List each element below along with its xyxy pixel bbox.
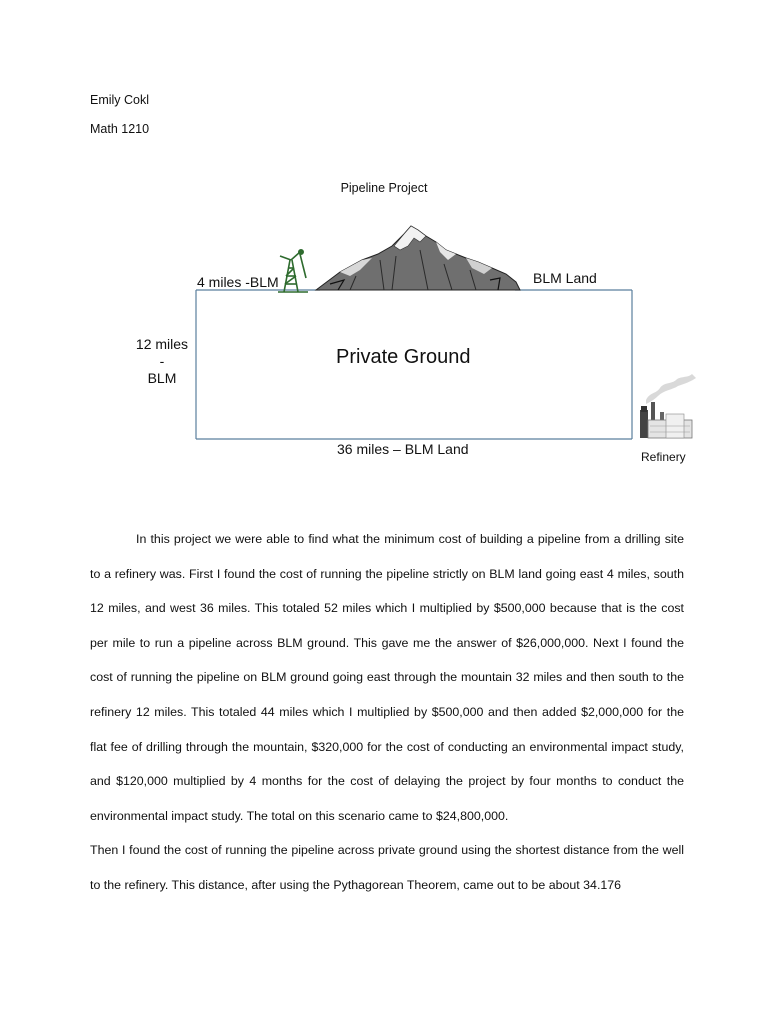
oil-derrick-icon [278,250,308,292]
left-distance-label [128,336,196,387]
body-text [90,522,684,903]
refinery-label: Refinery [641,450,686,464]
left-label-line3: BLM [147,370,177,386]
course-name: Math 1210 [90,122,150,136]
top-distance-label: 4 miles -BLM [197,274,279,290]
document-title: Pipeline Project [340,181,428,195]
pipeline-diagram [0,220,768,450]
left-label-line1: 12 miles [135,336,189,352]
mountain-icon [316,226,520,290]
paragraph-2: Then I found the cost of running the pipeline across private ground using the shortest distance from the well to the refinery. This distance, after using the Pythagorean Theorem, came out to be about 34.176 [90,843,684,892]
paragraph-1: In this project we were able to find what the minimum cost of building a pipeline from a drilling site to a refinery was. First I found the cost of running the pipeline strictly on BLM land going east 4 miles, south 12 miles, and west 36 miles. This totaled 52 miles which I multiplied by $500,000 because that is the cost per mile to run a pipeline across BLM ground. This gave me the answer of $26,000,000. Next I found the cost of running the pipeline on BLM ground going east through the mountain 32 miles and then south to the refinery 12 miles. This totaled 44 miles which I multiplied by $500,000 and then added $2,000,000 for the flat fee of drilling through the mountain, $320,000 for the cost of conducting an environmental impact study, and $120,000 multiplied by 4 months for the cost of delaying the project by four months to conduct the environmental impact study. The total on this scenario came to $24,800,000. [90,532,684,823]
refinery-icon [640,374,696,438]
bottom-distance-label: 36 miles – BLM Land [337,441,469,457]
blm-land-label: BLM Land [533,270,597,286]
left-label-line2: - [159,353,165,369]
private-ground-label: Private Ground [336,346,471,368]
author-name: Emily Cokl [90,93,150,107]
